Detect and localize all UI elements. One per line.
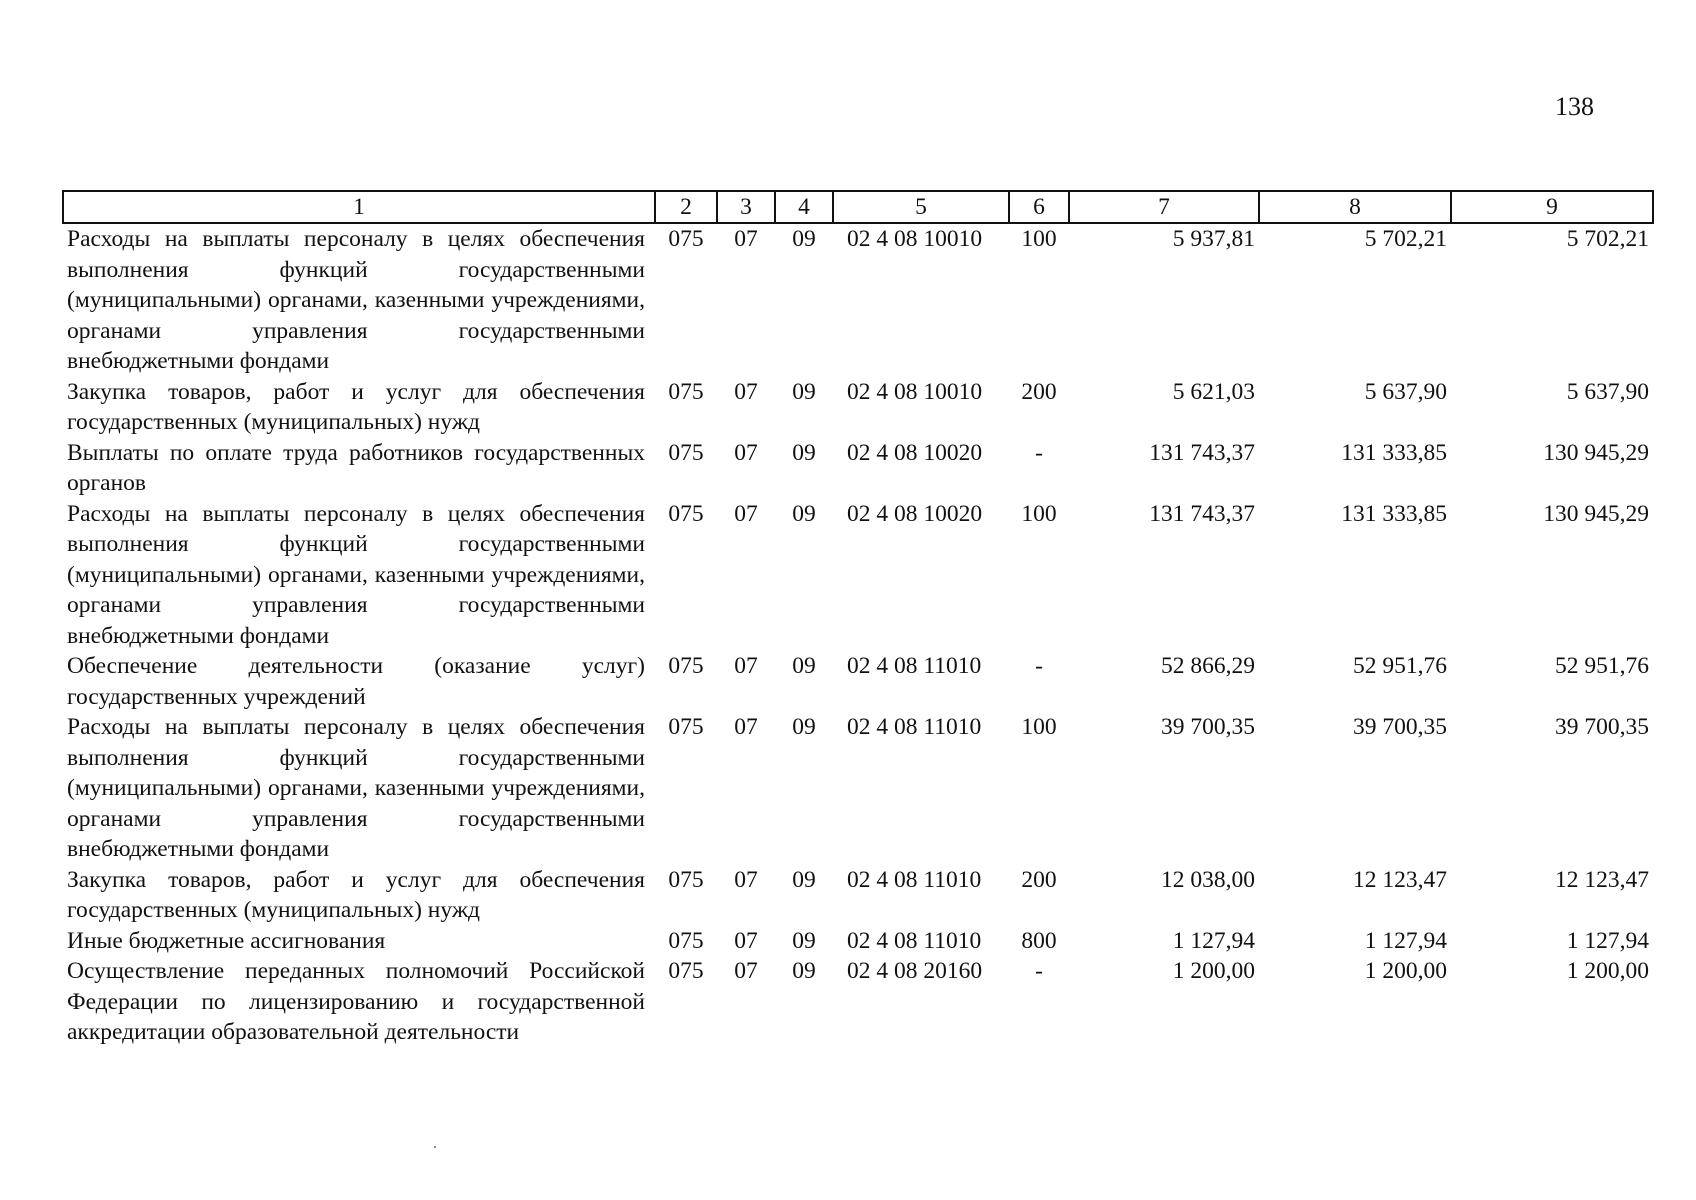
row-col-6: - [1035, 958, 1043, 984]
row-col-4: 09 [792, 927, 816, 954]
row-col-4: 09 [792, 653, 816, 679]
row-col-4: 09 [792, 226, 816, 252]
header-col-5: 5 [833, 191, 1009, 223]
row-description: Выплаты по оплате труда работников государственных органов [67, 439, 645, 496]
row-col-8: 131 333,85 [1341, 439, 1447, 466]
row-col-8: 12 123,47 [1353, 866, 1447, 893]
table-row [63, 223, 1653, 377]
row-col-9: 130 945,29 [1543, 500, 1649, 527]
row-col-6: 200 [1021, 378, 1057, 405]
page-number: 138 [1555, 92, 1594, 121]
row-col-8: 5 637,90 [1364, 378, 1447, 405]
row-col-9: 12 123,47 [1555, 866, 1649, 893]
row-col-9: 130 945,29 [1543, 439, 1649, 466]
row-col-8: 1 200,00 [1364, 958, 1447, 984]
table-body [63, 223, 1653, 1048]
table-row [63, 712, 1653, 865]
header-col-8: 8 [1259, 191, 1451, 223]
row-col-4: 09 [792, 866, 816, 893]
row-description: Обеспечение деятельности (оказание услуг) государственных учреждений [67, 653, 645, 710]
row-col-2: 075 [668, 927, 704, 954]
row-col-3: 07 [734, 439, 758, 466]
row-col-7: 1 127,94 [1172, 927, 1255, 954]
row-col-9: 52 951,76 [1555, 653, 1649, 679]
row-description: Закупка товаров, работ и услуг для обеспечения государственных (муниципальных) нужд [67, 866, 645, 923]
row-col-9: 1 200,00 [1566, 958, 1649, 984]
row-col-2: 075 [668, 653, 704, 679]
row-col-4: 09 [792, 958, 816, 984]
row-col-7: 39 700,35 [1161, 714, 1255, 740]
row-col-5: 02 4 08 10010 [847, 226, 983, 252]
row-col-9: 5 702,21 [1566, 226, 1649, 252]
row-col-2: 075 [668, 500, 704, 527]
row-col-4: 09 [792, 378, 816, 405]
row-col-4: 09 [792, 714, 816, 740]
row-col-3: 07 [734, 226, 758, 252]
row-col-7: 52 866,29 [1161, 653, 1255, 679]
row-col-5: 02 4 08 11010 [847, 866, 982, 893]
row-col-5: 02 4 08 11010 [847, 653, 982, 679]
row-col-9: 39 700,35 [1555, 714, 1649, 740]
row-col-5: 02 4 08 11010 [847, 927, 982, 954]
header-col-6: 6 [1009, 191, 1069, 223]
row-col-2: 075 [668, 866, 704, 893]
row-col-4: 09 [792, 439, 816, 466]
table-row [63, 926, 1653, 957]
row-col-7: 5 621,03 [1172, 378, 1255, 405]
row-col-5: 02 4 08 20160 [847, 958, 983, 984]
row-col-6: - [1035, 439, 1043, 466]
budget-table [62, 190, 1654, 1048]
row-col-3: 07 [734, 866, 758, 893]
header-col-2: 2 [655, 191, 717, 223]
scan-dot [434, 1146, 436, 1148]
header-col-3: 3 [717, 191, 775, 223]
row-col-2: 075 [668, 714, 704, 740]
header-col-1: 1 [63, 191, 655, 223]
row-col-7: 5 937,81 [1172, 226, 1255, 252]
row-col-6: 100 [1021, 500, 1057, 527]
row-col-8: 39 700,35 [1353, 714, 1447, 740]
row-col-2: 075 [668, 378, 704, 405]
table-row [63, 499, 1653, 652]
table-row [63, 956, 1653, 1048]
header-col-9: 9 [1451, 191, 1653, 223]
header-col-7: 7 [1069, 191, 1259, 223]
row-col-8: 131 333,85 [1341, 500, 1447, 527]
row-col-3: 07 [734, 927, 758, 954]
row-col-9: 5 637,90 [1566, 378, 1649, 405]
row-col-6: 200 [1021, 866, 1057, 893]
table-row [63, 865, 1653, 926]
row-col-2: 075 [668, 439, 704, 466]
row-description: Расходы на выплаты персоналу в целях обеспечения выполнения функций государственными (муниципальными) органами, казенными учреждениями, органами управления государственными внебюджетными фондами [67, 226, 645, 374]
row-description: Расходы на выплаты персоналу в целях обеспечения выполнения функций государственными (муниципальными) органами, казенными учреждениями, органами управления государственными внебюджетными фондами [67, 500, 645, 649]
row-col-5: 02 4 08 11010 [847, 714, 982, 740]
row-col-5: 02 4 08 10020 [847, 500, 983, 527]
row-description: Осуществление переданных полномочий Российской Федерации по лицензированию и государственной аккредитации образовательной деятельности [67, 958, 645, 1045]
row-col-8: 52 951,76 [1353, 653, 1447, 679]
row-col-6: 100 [1021, 226, 1057, 252]
row-col-6: 100 [1021, 714, 1057, 740]
row-col-2: 075 [668, 958, 704, 984]
header-row [63, 191, 1653, 223]
row-col-2: 075 [668, 226, 704, 252]
row-col-4: 09 [792, 500, 816, 527]
row-col-3: 07 [734, 500, 758, 527]
header-col-4: 4 [775, 191, 833, 223]
row-col-3: 07 [734, 653, 758, 679]
row-col-7: 1 200,00 [1172, 958, 1255, 984]
row-col-6: - [1035, 653, 1043, 679]
table-row [63, 377, 1653, 438]
row-description: Иные бюджетные ассигнования [67, 927, 386, 954]
row-col-9: 1 127,94 [1566, 927, 1649, 954]
row-description: Расходы на выплаты персоналу в целях обеспечения выполнения функций государственными (муниципальными) органами, казенными учреждениями, органами управления государственными внебюджетными фондами [67, 714, 645, 862]
row-description: Закупка товаров, работ и услуг для обеспечения государственных (муниципальных) нужд [67, 378, 645, 435]
row-col-8: 1 127,94 [1364, 927, 1447, 954]
table-row [63, 438, 1653, 499]
row-col-5: 02 4 08 10020 [847, 439, 983, 466]
row-col-5: 02 4 08 10010 [847, 378, 983, 405]
row-col-6: 800 [1021, 927, 1057, 954]
row-col-3: 07 [734, 714, 758, 740]
row-col-3: 07 [734, 378, 758, 405]
row-col-8: 5 702,21 [1364, 226, 1447, 252]
row-col-7: 12 038,00 [1161, 866, 1255, 893]
row-col-7: 131 743,37 [1149, 439, 1255, 466]
table-row [63, 651, 1653, 712]
row-col-3: 07 [734, 958, 758, 984]
row-col-7: 131 743,37 [1149, 500, 1255, 527]
